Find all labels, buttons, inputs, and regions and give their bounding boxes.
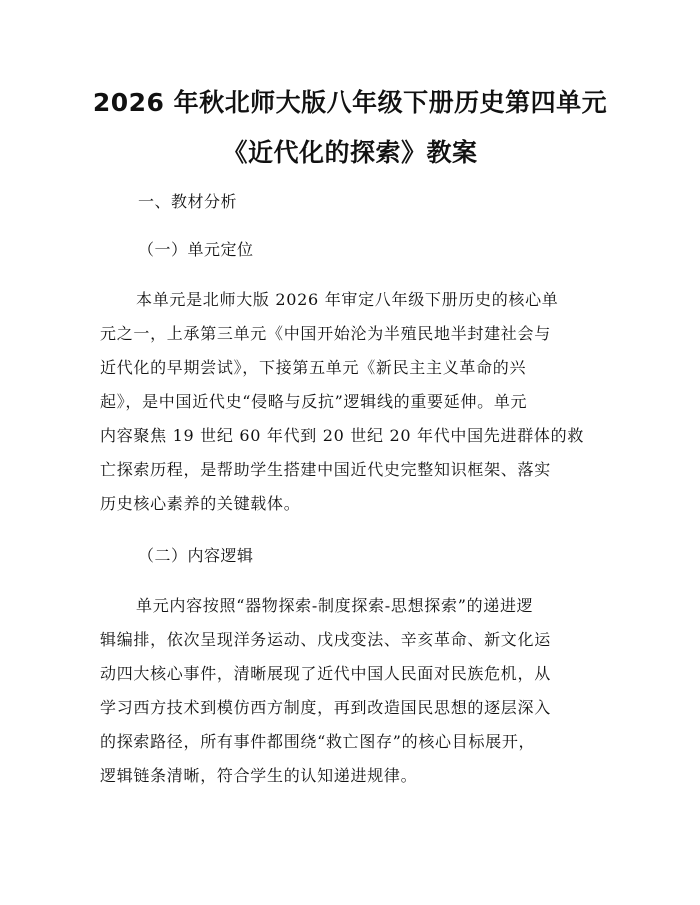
paragraph-2-line: 单元内容按照“器物探索-制度探索-思想探索”的递进逻 [136,596,534,615]
document-title-line-1: 2026 年秋北师大版八年级下册历史第四单元 [92,88,608,117]
paragraph-2-line: 的探索路径，所有事件都围绕“救亡图存”的核心目标展开， [100,732,536,751]
paragraph-1-line: 近代化的早期尝试》，下接第五单元《新民主主义革命的兴 [100,358,527,377]
paragraph-2-line: 学习西方技术到模仿西方制度，再到改造国民思想的逐层深入 [100,698,551,717]
paragraph-1-line: 内容聚焦 19 世纪 60 年代到 20 世纪 20 年代中国先进群体的救 [100,426,585,445]
paragraph-1-line: 起》，是中国近代史“侵略与反抗”逻辑线的重要延伸。单元 [100,392,528,411]
paragraph-1-line: 亡探索历程，是帮助学生搭建中国近代史完整知识框架、落实 [100,460,551,479]
paragraph-2-line: 辑编排，依次呈现洋务运动、戊戌变法、辛亥革命、新文化运 [100,630,551,649]
paragraph-1-line: 本单元是北师大版 2026 年审定八年级下册历史的核心单 [136,290,559,309]
subsection-heading-content-logic: （二）内容逻辑 [138,546,254,565]
paragraph-1-line: 元之一，上承第三单元《中国开始沦为半殖民地半封建社会与 [100,324,551,343]
subsection-heading-unit-positioning: （一）单元定位 [138,240,254,259]
section-heading-materials-analysis: 一、教材分析 [138,192,238,211]
document-title-line-2: 《近代化的探索》教案 [222,138,478,167]
paragraph-2-line: 动四大核心事件，清晰展现了近代中国人民面对民族危机，从 [100,664,551,683]
paragraph-2-line: 逻辑链条清晰，符合学生的认知递进规律。 [100,766,418,785]
paragraph-1-line: 历史核心素养的关键载体。 [100,494,301,513]
